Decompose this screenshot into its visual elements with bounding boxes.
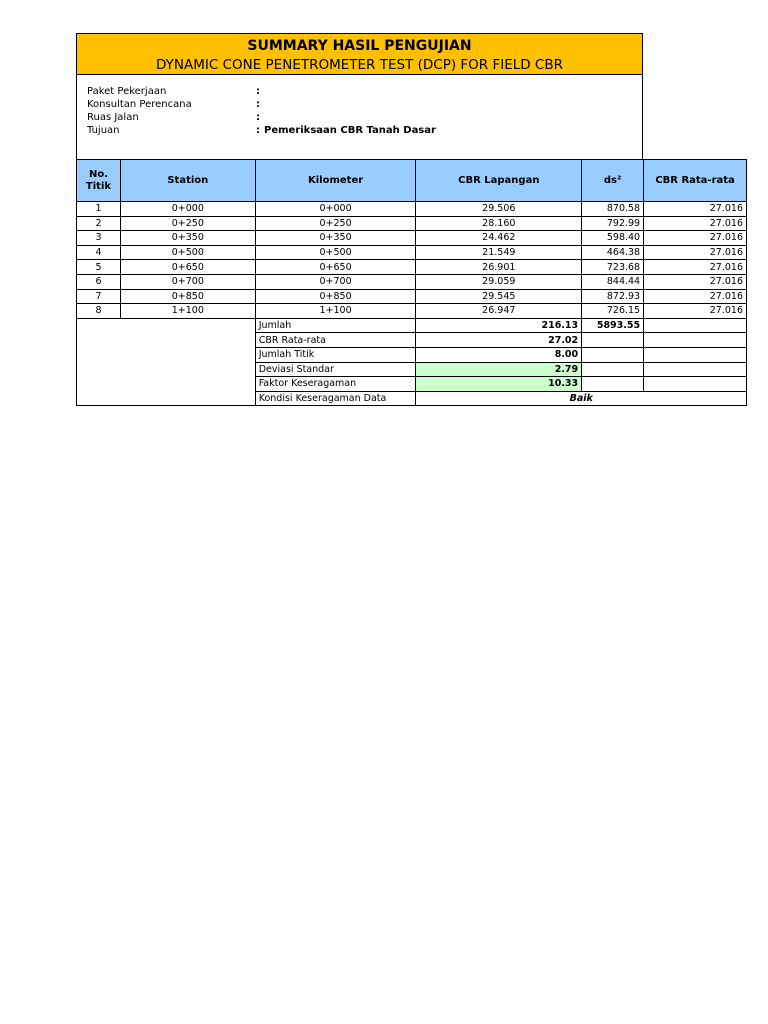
- info-separator: :: [256, 112, 260, 123]
- cell-cbr-lapangan: 26.947: [416, 304, 582, 319]
- cell-kilometer: 1+100: [255, 304, 416, 319]
- cell-no: 8: [77, 304, 121, 319]
- cell-cbr-rata-rata: 27.016: [644, 274, 747, 289]
- summary-spacer: [77, 333, 256, 348]
- summary-value: 216.13: [416, 318, 582, 333]
- summary-spacer: [77, 318, 256, 333]
- cell-cbr-lapangan: 28.160: [416, 216, 582, 231]
- summary-row-kondisi: [77, 391, 747, 406]
- cell-kilometer: 0+700: [255, 274, 416, 289]
- info-row-ruas: [87, 111, 264, 124]
- summary-empty-cell: [644, 318, 747, 333]
- summary-label: CBR Rata-rata: [255, 333, 416, 348]
- cell-cbr-rata-rata: 27.016: [644, 202, 747, 217]
- summary-empty-cell: [582, 333, 644, 348]
- cell-station: 1+100: [120, 304, 255, 319]
- summary-empty-cell: [644, 377, 747, 392]
- info-row-tujuan: [87, 124, 436, 137]
- table-row: [77, 260, 747, 275]
- cell-no: 6: [77, 274, 121, 289]
- summary-row-jumlah: [77, 318, 747, 333]
- col-header-kilometer: Kilometer: [255, 160, 416, 202]
- cell-no: 2: [77, 216, 121, 231]
- cell-no: 1: [77, 202, 121, 217]
- info-label: Paket Pekerjaan: [87, 86, 167, 97]
- cell-station: 0+650: [120, 260, 255, 275]
- summary-row-deviasi: [77, 362, 747, 377]
- table-row: [77, 202, 747, 217]
- report-title: SUMMARY HASIL PENGUJIAN: [247, 38, 472, 54]
- summary-ds2-total: 5893.55: [582, 318, 644, 333]
- table-row: [77, 289, 747, 304]
- cell-cbr-rata-rata: 27.016: [644, 289, 747, 304]
- summary-value: 8.00: [416, 347, 582, 362]
- cell-cbr-lapangan: 29.506: [416, 202, 582, 217]
- cell-station: 0+700: [120, 274, 255, 289]
- cell-ds2: 870.58: [582, 202, 644, 217]
- report-subtitle: DYNAMIC CONE PENETROMETER TEST (DCP) FOR FIELD CBR: [155, 57, 564, 73]
- summary-empty-cell: [644, 362, 747, 377]
- summary-empty-cell: [582, 362, 644, 377]
- cell-ds2: 844.44: [582, 274, 644, 289]
- table-header-row: [77, 160, 747, 202]
- cell-no: 5: [77, 260, 121, 275]
- summary-spacer: [77, 391, 256, 406]
- info-label: Konsultan Perencana: [87, 99, 192, 110]
- cell-kilometer: 0+650: [255, 260, 416, 275]
- cell-cbr-lapangan: 29.545: [416, 289, 582, 304]
- cell-no: 4: [77, 245, 121, 260]
- summary-empty-cell: [644, 347, 747, 362]
- summary-row-rata: [77, 333, 747, 348]
- cell-ds2: 723.68: [582, 260, 644, 275]
- table-row: [77, 304, 747, 319]
- project-info: [76, 75, 643, 159]
- info-separator: :: [256, 125, 260, 136]
- cell-no: 3: [77, 231, 121, 246]
- cell-ds2: 464.38: [582, 245, 644, 260]
- summary-label: Jumlah: [255, 318, 416, 333]
- info-label: Ruas Jalan: [87, 112, 139, 123]
- summary-spacer: [77, 362, 256, 377]
- cell-ds2: 598.40: [582, 231, 644, 246]
- summary-label: Kondisi Keseragaman Data: [255, 391, 416, 406]
- col-header-no-line2: Titik: [85, 180, 112, 192]
- table-row: [77, 216, 747, 231]
- cbr-table: [76, 159, 747, 406]
- table-row: [77, 274, 747, 289]
- summary-row-faktor: [77, 377, 747, 392]
- cell-ds2: 726.15: [582, 304, 644, 319]
- info-separator: :: [256, 99, 260, 110]
- cell-cbr-lapangan: 26.901: [416, 260, 582, 275]
- cell-kilometer: 0+000: [255, 202, 416, 217]
- cell-kilometer: 0+250: [255, 216, 416, 231]
- cell-cbr-lapangan: 29.059: [416, 274, 582, 289]
- cell-station: 0+850: [120, 289, 255, 304]
- summary-spacer: [77, 347, 256, 362]
- cell-cbr-rata-rata: 27.016: [644, 216, 747, 231]
- cell-cbr-rata-rata: 27.016: [644, 245, 747, 260]
- info-label: Tujuan: [87, 125, 120, 136]
- col-header-station: Station: [120, 160, 255, 202]
- cell-ds2: 872.93: [582, 289, 644, 304]
- col-header-cbr-lapangan: CBR Lapangan: [416, 160, 582, 202]
- cell-kilometer: 0+850: [255, 289, 416, 304]
- summary-label: Faktor Keseragaman: [255, 377, 416, 392]
- summary-spacer: [77, 377, 256, 392]
- summary-empty-cell: [582, 377, 644, 392]
- info-row-konsultan: [87, 98, 264, 111]
- cell-kilometer: 0+500: [255, 245, 416, 260]
- col-header-no: [77, 160, 121, 202]
- col-header-cbr-rata-rata: CBR Rata-rata: [644, 160, 747, 202]
- info-separator: :: [256, 86, 260, 97]
- col-header-ds2: ds²: [582, 160, 644, 202]
- title-banner: [76, 33, 643, 75]
- cell-cbr-lapangan: 21.549: [416, 245, 582, 260]
- cell-no: 7: [77, 289, 121, 304]
- summary-empty-cell: [644, 333, 747, 348]
- summary-kondisi-value: Baik: [416, 391, 747, 406]
- cell-station: 0+000: [120, 202, 255, 217]
- summary-value: 10.33: [416, 377, 582, 392]
- summary-value: 2.79: [416, 362, 582, 377]
- table-row: [77, 231, 747, 246]
- cell-cbr-rata-rata: 27.016: [644, 304, 747, 319]
- info-value: Pemeriksaan CBR Tanah Dasar: [264, 125, 436, 136]
- cell-station: 0+350: [120, 231, 255, 246]
- summary-value: 27.02: [416, 333, 582, 348]
- cell-cbr-rata-rata: 27.016: [644, 231, 747, 246]
- summary-row-titik: [77, 347, 747, 362]
- cell-station: 0+250: [120, 216, 255, 231]
- col-header-no-line1: No.: [88, 168, 108, 180]
- cell-cbr-rata-rata: 27.016: [644, 260, 747, 275]
- cell-kilometer: 0+350: [255, 231, 416, 246]
- cell-ds2: 792.99: [582, 216, 644, 231]
- cell-station: 0+500: [120, 245, 255, 260]
- info-row-paket: [87, 85, 264, 98]
- summary-label: Jumlah Titik: [255, 347, 416, 362]
- table-row: [77, 245, 747, 260]
- summary-label: Deviasi Standar: [255, 362, 416, 377]
- summary-empty-cell: [582, 347, 644, 362]
- cell-cbr-lapangan: 24.462: [416, 231, 582, 246]
